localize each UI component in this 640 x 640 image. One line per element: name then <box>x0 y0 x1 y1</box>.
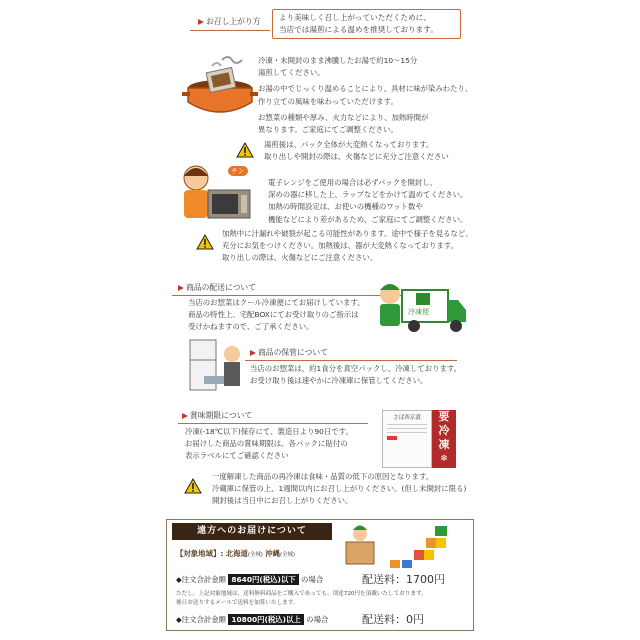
storage-heading: ▶ 商品の保管について <box>250 348 329 357</box>
shipping-fee-1: 配送料：1700円 <box>362 573 445 586</box>
japan-map-delivery-icon <box>340 524 470 572</box>
frozen-badge: 要 冷 凍 ❄ <box>432 410 456 468</box>
order-threshold-2: ◆注文合計金額 10800円(税込)以上 の場合 <box>176 615 329 624</box>
warning-icon <box>236 142 254 158</box>
delivery-text: 当店のお惣菜はクール冷凍便にてお届けしています。 商品の特性上、宅配BOXにてお受け取りのご指示は 受けかねますので、ご了承ください。 <box>188 298 365 332</box>
bullet-icon: ▶ <box>182 411 188 420</box>
heading-rule <box>178 423 368 424</box>
howto-heading: ▶ お召し上がり方 <box>198 17 261 26</box>
target-region: 【対象地域】: 北海道(全域) 沖縄(全域) <box>176 549 296 558</box>
remote-delivery-banner: 遠方へのお届けについて <box>172 523 332 540</box>
heading-rule <box>245 360 457 361</box>
microwave-warning: 加熱中に汁漏れや破裂が起こる可能性があります。途中で様子を見るなど、 充分にお気をつけください。加熱後は、器が大変熱くなっております。 取り出しの際は、火傷などにご注意ください。 <box>222 229 473 263</box>
heading-rule <box>190 30 270 31</box>
surcharge-note: ただし、上記対象地域は、送料無料商品をご購入であっても、別途720円を頂戴いたしております。 後日お送りするメールで送料を加算いたします。 <box>176 591 427 606</box>
bullet-icon: ▶ <box>250 348 256 357</box>
bullet-icon: ▶ <box>178 283 184 292</box>
truck-label: 冷凍便 <box>408 308 429 316</box>
boil-instructions: 冷凍・未開封のまま沸騰したお湯で約10〜15分 湯煎してください。 お湯の中でじっくり温めることにより、具材に味が染みわたり、 作り立ての風味を味わっていただけます。 お惣菜の種類や厚み、火力などにより、加熱時間が 異なります。ご家庭にてご調整ください。 <box>258 56 473 135</box>
howto-callout: より美味しく召し上がっていただくために、 当店では湯煎による温めを推奨しております。 <box>272 9 461 39</box>
expiry-text: 冷凍(-18℃以下)保存にて、製造日より90日です。 お届けした商品の賞味期限は、各パックに貼付の 表示ラベルにてご確認ください <box>185 427 353 461</box>
expiry-warning: 一度解凍した商品の再冷凍は食味・品質の低下の原因となります。 冷蔵庫に保管の上、1週間以内にお召し上がりください。(但し未開封に限る) 開封後は当日中にお召し上がりください。 <box>212 472 467 506</box>
chin-tag: チン <box>228 166 248 176</box>
shipping-fee-2: 配送料：0円 <box>362 613 424 626</box>
freezer-person-icon <box>186 338 246 394</box>
heading-rule <box>172 295 402 296</box>
boiling-pot-icon <box>182 52 262 124</box>
order-threshold-1: ◆注文合計金額 8640円(税込)以下 の場合 <box>176 575 324 584</box>
bullet-icon: ▶ <box>198 17 204 26</box>
warning-icon <box>184 478 202 494</box>
product-label-image: さば西京漬 <box>382 410 432 468</box>
expiry-heading: ▶ 賞味期限について <box>182 411 253 420</box>
storage-text: 当店のお惣菜は、約1食分を真空パックし、冷凍しております。 お受け取り後は速やかに冷凍庫に保管してください。 <box>250 364 462 386</box>
snowflake-icon: ❄ <box>440 454 448 464</box>
warning-icon <box>196 234 214 250</box>
microwave-instructions: 電子レンジをご使用の場合は必ずパックを開封し、 深めの器に移した上、ラップなどをかけて温めてください。 加熱の時間設定は、お使いの機種のワット数や 機能などにより差があるため、ご家庭にてご調整ください。 <box>268 178 468 224</box>
boil-warning: 湯煎後は、パック全体が大変熱くなっております。 取り出しや開封の際は、火傷などに充分ご注意ください <box>264 140 449 162</box>
delivery-heading: ▶ 商品の配送について <box>178 283 257 292</box>
